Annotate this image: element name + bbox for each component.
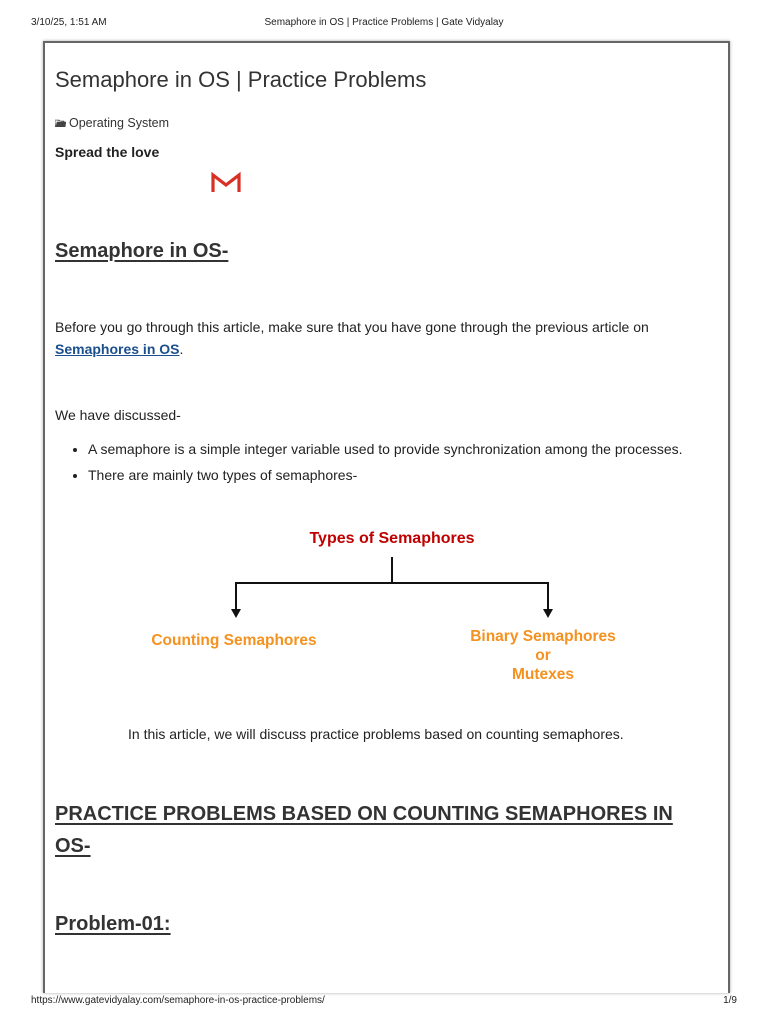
print-url: https://www.gatevidyalay.com/semaphore-in-os-practice-problems/ xyxy=(31,995,325,1006)
print-header xyxy=(0,17,768,31)
intro-suffix: . xyxy=(179,341,184,357)
diagram-right-arrow xyxy=(543,609,553,618)
discussed-text: We have discussed- xyxy=(55,407,181,423)
intro-prefix: Before you go through this article, make sure that you have gone through the previous article on xyxy=(55,319,649,335)
intro-paragraph xyxy=(55,316,705,360)
diagram-right-label-line3: Mutexes xyxy=(511,666,575,683)
print-footer xyxy=(0,995,768,1009)
diagram-left-arrow xyxy=(231,609,241,618)
practice-heading-line2: OS- xyxy=(55,835,91,857)
article-frame xyxy=(43,41,730,993)
category-label: Operating System xyxy=(69,116,170,130)
semaphore-types-diagram xyxy=(130,521,670,691)
semaphores-in-os-link[interactable]: Semaphores in OS xyxy=(55,341,180,357)
list-item: • A semaphore is a simple integer variable used to provide synchronization among the processes. xyxy=(88,436,683,462)
folder-icon xyxy=(55,119,66,127)
practice-heading xyxy=(55,798,717,862)
page-title: Semaphore in OS | Practice Problems xyxy=(55,67,427,92)
section-heading: Semaphore in OS- xyxy=(55,240,229,262)
gmail-icon[interactable] xyxy=(211,172,241,194)
diagram-root-label: Types of Semaphores xyxy=(309,530,475,547)
article-intro-text: In this article, we will discuss practice problems based on counting semaphores. xyxy=(128,726,624,742)
share-label: Spread the love xyxy=(55,144,160,160)
diagram-right-label-line1: Binary Semaphores xyxy=(470,628,616,645)
list-item: • There are mainly two types of semaphores- xyxy=(88,462,683,488)
category-link[interactable] xyxy=(55,116,169,130)
print-page-title: Semaphore in OS | Practice Problems | Gate Vidyalay xyxy=(264,17,504,28)
page-number: 1/9 xyxy=(723,995,737,1006)
print-datetime: 3/10/25, 1:51 AM xyxy=(31,17,107,28)
diagram-left-label: Counting Semaphores xyxy=(151,632,317,649)
practice-heading-line1: PRACTICE PROBLEMS BASED ON COUNTING SEMAPHORES IN xyxy=(55,803,673,825)
discussed-list xyxy=(55,436,683,488)
diagram-right-label-line2: or xyxy=(535,647,551,664)
problem-heading: Problem-01: xyxy=(55,913,171,935)
